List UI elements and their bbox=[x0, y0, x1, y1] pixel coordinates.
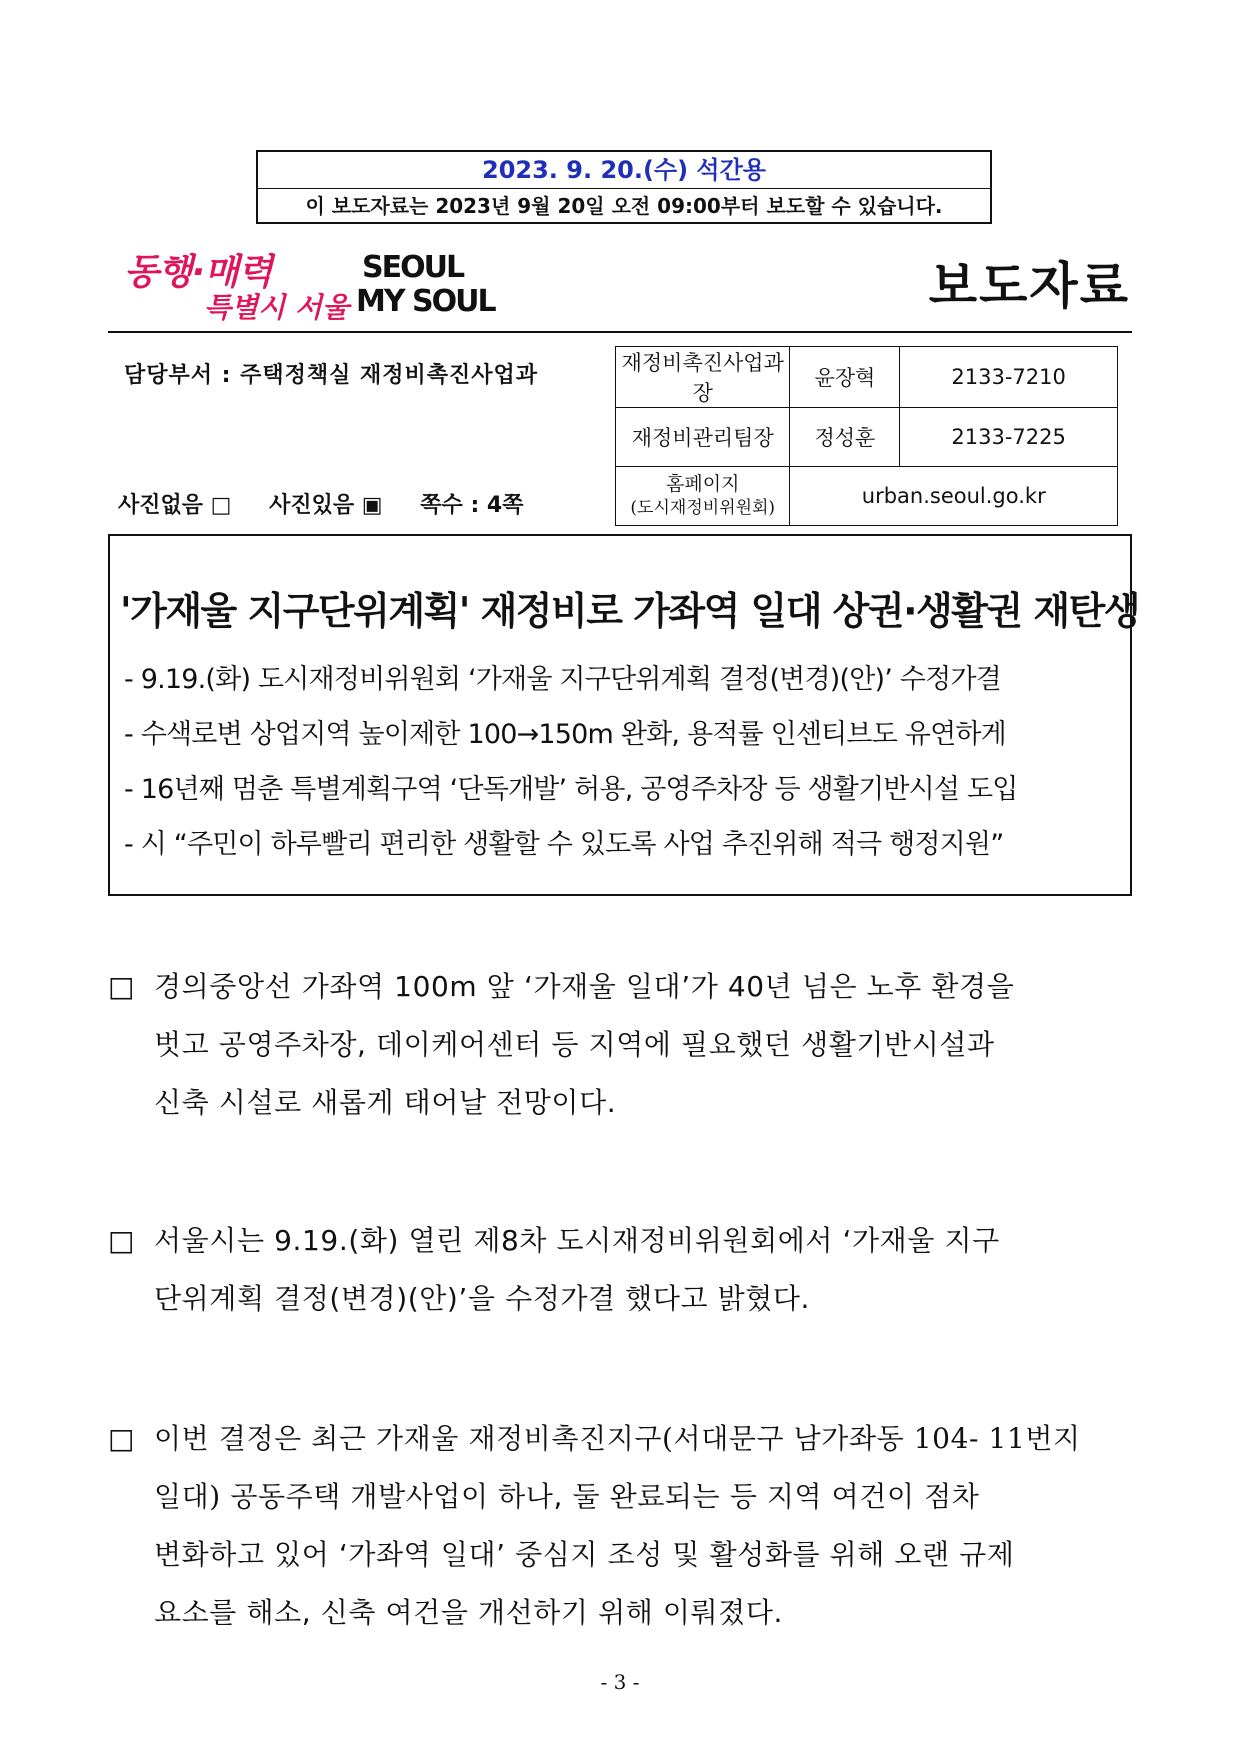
contact-phone: 2133-7210 bbox=[900, 347, 1118, 408]
photo-info bbox=[118, 488, 553, 519]
photo-has-checkbox: 사진있음 ▣ bbox=[269, 493, 383, 518]
seoul-my-soul-logo bbox=[356, 250, 495, 322]
paragraph-line-serif: (서대문구 남가좌동 104- 11번지 bbox=[662, 1422, 1081, 1455]
bullet-box: □ bbox=[108, 970, 136, 1003]
subheading: - 16년째 멈춘 특별계획구역 ‘단독개발’ 허용, 공영주차장 등 생활기반시설 도입 bbox=[124, 774, 1018, 805]
header-divider bbox=[108, 331, 1132, 333]
homepage-row bbox=[616, 467, 1118, 526]
seoul-slogan-logo bbox=[120, 244, 349, 324]
paragraph-line: 신축 시설로 새롭게 태어날 전망이다. bbox=[154, 1086, 617, 1119]
page-count: 쪽수 : 4쪽 bbox=[420, 493, 524, 518]
paragraph-line: 요소를 해소, 신축 여건을 개선하기 위해 이뤄졌다. bbox=[154, 1596, 783, 1629]
homepage-sublabel: (도시재정비위원회) bbox=[630, 498, 776, 518]
embargo-box bbox=[256, 150, 992, 224]
paragraph-2 bbox=[108, 1212, 1138, 1328]
logo-seoul-text: SEOUL bbox=[362, 250, 464, 285]
subheading: - 수색로변 상업지역 높이제한 100→150m 완화, 용적률 인센티브도 유연하게 bbox=[124, 719, 1006, 750]
department-label: 담당부서 : 주택정책실 재정비촉진사업과 bbox=[124, 363, 539, 388]
document-type-title: 보도자료 bbox=[928, 257, 1130, 315]
subheadings bbox=[124, 652, 1124, 872]
subheading: - 시 “주민이 하루빨리 편리한 생활할 수 있도록 사업 추진위해 적극 행정지원” bbox=[124, 829, 1004, 860]
contact-row bbox=[616, 347, 1118, 408]
logo-slogan-line2: 특별시 서울 bbox=[204, 291, 349, 324]
contact-name: 정성훈 bbox=[790, 408, 900, 467]
contact-row bbox=[616, 408, 1118, 467]
paragraph-line: 서울시는 9.19.(화) 열린 제8차 도시재정비위원회에서 ‘가재울 지구 bbox=[154, 1224, 1000, 1257]
headline: '가재울 지구단위계획' 재정비로 가좌역 일대 상권·생활권 재탄생 bbox=[120, 589, 1139, 633]
logo-mysoul-text: MY SOUL bbox=[356, 284, 495, 319]
homepage-url[interactable]: urban.seoul.go.kr bbox=[790, 467, 1118, 526]
homepage-label: 홈페이지 bbox=[666, 473, 740, 495]
homepage-label-cell bbox=[616, 467, 790, 526]
paragraph-line-serif: 일대) bbox=[154, 1480, 221, 1513]
contact-title: 재정비관리팀장 bbox=[616, 408, 790, 467]
paragraph-1 bbox=[108, 958, 1138, 1132]
paragraph-3 bbox=[108, 1410, 1138, 1642]
contact-phone: 2133-7225 bbox=[900, 408, 1118, 467]
release-date: 2023. 9. 20.(수) 석간용 bbox=[258, 152, 990, 189]
contact-table bbox=[615, 346, 1118, 526]
paragraph-line: 변화하고 있어 ‘가좌역 일대’ 중심지 조성 및 활성화를 위해 오랜 규제 bbox=[154, 1538, 1015, 1571]
paragraph-line: 경의중앙선 가좌역 100m 앞 ‘가재울 일대’가 40년 넘은 노후 환경을 bbox=[154, 970, 1015, 1003]
logo-slogan-line1: 동행·매력 bbox=[124, 252, 272, 293]
headline-box bbox=[108, 534, 1139, 896]
paragraph-line: 단위계획 결정(변경)(안)’을 수정가결 했다고 밝혔다. bbox=[154, 1282, 811, 1315]
bullet-box: □ bbox=[108, 1224, 136, 1257]
contact-title: 재정비촉진사업과장 bbox=[616, 347, 790, 408]
contact-name: 윤장혁 bbox=[790, 347, 900, 408]
photo-none-checkbox: 사진없음 □ bbox=[118, 493, 232, 518]
paragraph-line: 이번 결정은 최근 가재울 재정비촉진지구 bbox=[154, 1422, 663, 1455]
paragraph-line: 벗고 공영주차장, 데이케어센터 등 지역에 필요했던 생활기반시설과 bbox=[154, 1028, 995, 1061]
paragraph-line: 공동주택 개발사업이 하나, 둘 완료되는 등 지역 여건이 점차 bbox=[220, 1480, 980, 1513]
page-number: - 3 - bbox=[600, 1670, 640, 1694]
subheading: - 9.19.(화) 도시재정비위원회 ‘가재울 지구단위계획 결정(변경)(안)’ 수정가결 bbox=[124, 664, 1001, 695]
embargo-notice: 이 보도자료는 2023년 9월 20일 오전 09:00부터 보도할 수 있습니다. bbox=[305, 194, 943, 218]
bullet-box: □ bbox=[108, 1422, 136, 1455]
